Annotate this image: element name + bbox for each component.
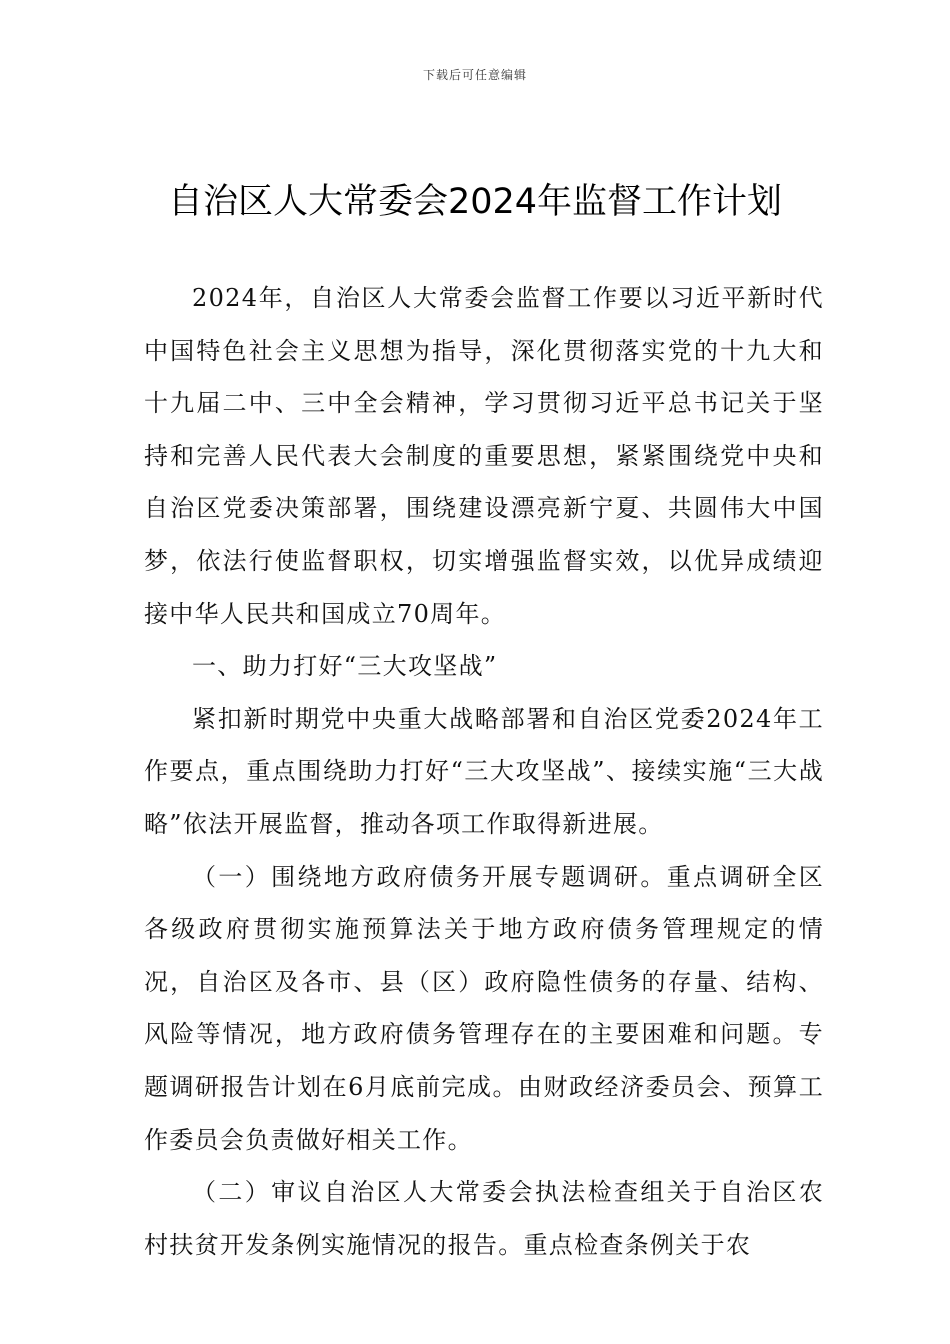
paragraph-item-2: （二）审议自治区人大常委会执法检查组关于自治区农村扶贫开发条例实施情况的报告。重点检查条例关于农 — [144, 1178, 824, 1259]
section-heading-1: 一、助力打好“三大攻坚战” — [192, 652, 498, 681]
paragraph-section-1-intro: 紧扣新时期党中央重大战略部署和自治区党委2024年工作要点，重点围绕助力打好“三大攻坚战”、接续实施“三大战略”依法开展监督，推动各项工作取得新进展。 — [144, 704, 824, 838]
paragraph-intro: 2024年，自治区人大常委会监督工作要以习近平新时代中国特色社会主义思想为指导，深化贯彻落实党的十九大和十九届二中、三中全会精神，学习贯彻习近平总书记关于坚持和完善人民代表大会制度的重要思想，紧紧围绕党中央和自治区党委决策部署，围绕建设漂亮新宁夏、共圆伟大中国梦，依法行使监督职权，切实增强监督实效，以优异成绩迎接中华人民共和国成立70周年。 — [144, 284, 824, 628]
document-body — [144, 272, 824, 1271]
header-note: 下载后可任意编辑 — [422, 68, 527, 82]
document-title: 自治区人大常委会2024年监督工作计划 — [167, 182, 783, 222]
paragraph-item-1: （一）围绕地方政府债务开展专题调研。重点调研全区各级政府贯彻实施预算法关于地方政府债务管理规定的情况，自治区及各市、县（区）政府隐性债务的存量、结构、风险等情况，地方政府债务管理存在的主要困难和问题。专题调研报告计划在6月底前完成。由财政经济委员会、预算工作委员会负责做好相关工作。 — [144, 862, 824, 1154]
